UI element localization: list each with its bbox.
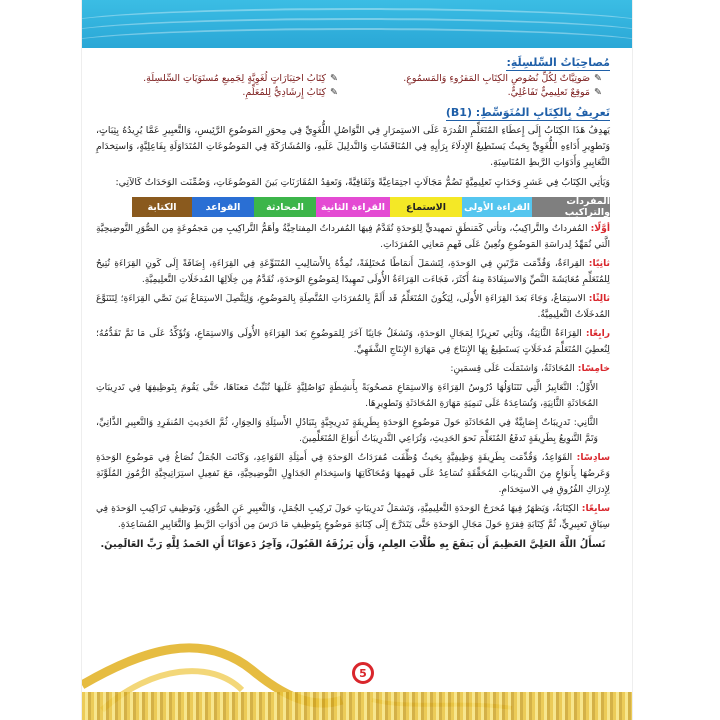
pen-marker-icon: ✎ [594,73,602,84]
intro-paragraph-2: وَيَأتِي الكِتَابُ فِي عَشرِ وَحَدَاتٍ تَعلِيمِيَّةٍ تَضُمُّ مَجَالَاتٍ اجتِمَاعِيَّةً وَثَقَافِيَّةً، وَتَعقِدُ المُقَارَنَاتِ بَينَ المَوضُوعَاتِ، وَضُمِّنَت الوَحَدَاتُ كَالآتِي: [115,177,610,188]
point-7: سابِعًا: الكِتَابَةُ، وَيَظهَرُ فِيهَا مُخرَجُ الوَحدَةِ التَّعلِيمِيَّةِ، وَتَشمَلُ تَدرِيبَاتٍ حَولَ تَركِيبِ الجُمَلِ، وَالتَّعبِيرِ عَنِ الصُّوَرِ، وَتَوظِيفِ تَرَاكِيبِ الوَحدَةِ فِي سِيَاقٍ تَعبِيرِيٍّ، ثُمَّ كِتَابَةِ فِقرَةٍ حَولَ مَجَالِ الوَحدَةِ حَتَّى يَتَدَرَّجَ إِلَى كِتَابَةِ مَوضُوعٍ بِتَوظِيفِ مَا دَرَسَ مِن أَدَوَاتِ الرَّبطِ وَالتَّعَابِيرِ المُسَاعِدَةِ. [96,503,611,530]
tab-vocabulary: المفردات والتراكيب [532,197,610,217]
series-item: ✎مَوقِعٌ تَعلِيمِيٌّ تَفَاعُلِيٌّ. [507,87,602,98]
tab-reading-two: القراءة الثانية [316,197,390,217]
sub-point-2: الثَّانِي: تَدرِيبَاتٌ إِصَابِيَّةٌ فِي المُحَادَثَةِ حَولَ مَوضُوعِ الوَحدَةِ بِطَرِيقَةٍ تَدرِيجِيَّةٍ بِتَبَادُلِ الأَسئِلَةِ وَالحِوَارِ، ثُمَّ الحَدِيثِ المُنفَرِدِ وَالتَّعبِيرِ الذَّاتِيِّ، وَتَمَّ التَّنوِيعُ بِطَرِيقَةٍ تَدفَعُ المُتَعَلِّمَ نَحوَ الحَدِيثِ، وَتُرَاعِي التَّدرِيبَاتُ أَنوَاعَ المُتَعَلِّمِينَ. [96,417,598,444]
pen-marker-icon: ✎ [594,87,602,98]
point-6: سادِسًا: القَوَاعِدُ، وَقُدِّمَت بِطَرِيقَةٍ وَظِيفِيَّةٍ بِحَيثُ وُظِّفَت مُفرَدَاتُ الوَحدَةِ فِي أَمثِلَةِ القَوَاعِدِ، وَكَانَت الجُمَلُ تُصَاغُ فِي مَوضُوعِ الوَحدَةِ وَعَرضُهَا بِأَنوَاعٍ مِنَ التَّدرِيبَاتِ المُحَقِّقَةِ تُسَاعِدُ عَلَى فَهمِهَا وَمُحَاكَاتِهَا وَاستِخدَامِ الجَدَاوِلِ التَّوضِيحِيَّةِ، مَعَ تَفعِيلِ استِرَاتِيجِيَّةِ الرُّمُوزِ المُلَوَّنَةِ لِإِدرَاكِ الفُرُوقِ فِي الاستِخدَامِ. [96,452,611,495]
unit-sections-bar [96,197,610,217]
page-number-badge: 5 [352,662,374,684]
point-1: أوَّلًا: المُفرداتُ والتَّراكِيبُ، وتأتي كَمَنطَقٍ تمهيديٍّ لِلوَحدَةِ تُقَدَّمُ فِيهَا المُفرداتُ المِفتاحِيَّةُ وأهَمُّ التَّراكِيبِ مِن مَجمُوعَةٍ مِن الصُّوَرِ التَّوضِيحِيَّةِ الَّتي تُمَهِّدُ لِدراسَةِ المَوضُوعِ وتُعِينُ عَلَى فَهمِ مَعانِي المُفرَدَاتِ. [96,223,611,250]
series-item: ✎صَوتِيَّاتٌ لِكُلِّ نُصُوصِ الكِتَابِ المَقرُوءِ وَالمَسمُوعِ. [403,73,602,84]
book-page [82,0,632,720]
tab-reading-one: القراءة الأولى [462,197,532,217]
header-banner [82,0,632,48]
point-5: خامِسًا: المُحَادَثَةُ، وَاشتَمَلَت عَلَى قِسمَينِ: [450,363,610,374]
tab-listening: الاستماع [390,197,462,217]
series-item: ✎كِتَابُ إِرشَادِيٌّ لِلمُعَلِّمِ. [242,87,338,98]
page-content [82,48,632,720]
series-item: ✎كِتَابُ اختِبَارَاتٍ لُغَوِيَّةٍ لِجَمِيعِ مُستَوَيَاتِ السِّلسِلَةِ. [143,73,338,84]
pen-marker-icon: ✎ [330,87,338,98]
point-4: رابِعًا: القِرَاءَةُ الثَّانِيَةُ، وَتَأتِي تَعزِيزًا لِمَجَالِ الوَحدَةِ، وَتَشغَلُ جَانِبًا آخَرَ لِلمَوضُوعِ بَعدَ القِرَاءَةِ الأُولَى وَالاستِمَاعِ، وَتُؤَكِّدُ عَلَى مَا تَمَّ تَقَدُّمُهُ؛ لِتُعطِيَ المُتَعَلِّمَ مُدخَلَاتٍ يَستَطِيعُ بِهَا الإِنتَاجَ فِي مَهَارَةِ الإِنتَاجِ الشَّفَهِيِّ. [96,328,611,355]
closing-prayer: نَسأَلُ اللَّهَ العَلِيَّ العَظِيمَ أَن يَنفَعَ بِهِ طُلَّابَ العِلمِ، وَأَن يَرزُقَهُ القَبُولَ، وَآخِرُ دَعوَانَا أَنِ الحَمدُ لِلَّهِ رَبِّ العَالَمِينَ. [100,539,606,550]
intro-paragraph: يَهدِفُ هَذَا الكِتَابُ إِلَى إِعطَاءِ المُتَعَلِّمِ القُدرَةَ عَلَى الاستِمرَارِ فِي التَّوَاصُلِ اللُّغَوِيِّ فِي مِحوَرِ المَوضُوعِ الرَّئِيسِ، وَالتَّعبِيرِ عَمَّا يُرِيدُهُ بِثِبَاتٍ، وَتَطوِيرِ أَدَاءِهِ اللُّغَوِيِّ بِحَيثُ يَستَطِيعُ الإِدلَاءَ بِرَأيِهِ فِي المُنَاقَشَاتِ وَالتَّدلِيلَ عَلَيهِ، وَالمُشَارَكَةَ فِي المَوضُوعَاتِ المُتَدَاوَلَةِ بِفَاعِلِيَّةٍ، وَاستِخدَامِ التَّعَابِيرِ وَأَدَوَاتِ الرَّبطِ المُنَاسِبَةِ. [96,125,610,168]
sub-point-1: الأَوَّلُ: التَّعَابِيرُ الَّتِي تَتَنَاوَلُهَا دُرُوسُ القِرَاءَةِ وَالاستِمَاعِ مَصحُوبَةً بِأَنشِطَةٍ تَوَاصُلِيَّةٍ عَلَيهَا تُثَبِّتُ مَعنَاهَا، حَتَّى يَقُومَ بِتَوظِيفِهَا فِي تَدرِيبَاتِ المُحَادَثَةِ الثَّانِيَةِ، وَتُسَاعِدَهُ عَلَى تَنمِيَةِ مَهَارَةِ المُحَادَثَةِ وَتَطوِيرِهَا. [96,382,598,409]
tab-conversation: المحادثة [254,197,316,217]
point-3: ثالِثًا: الاستِمَاعُ، وَجَاءَ بَعدَ القِرَاءَةِ الأُولَى، لِيَكُونَ المُتَعَلِّمُ قَد أَلَمَّ بِالمُفرَدَاتِ المُتَّصِلَةِ بِالمَوضُوعِ، وَلِيَتَّصِلَ الاستِمَاعُ بَينَ نَصَّي القِرَاءَةِ؛ لِتَتَنَوَّعَ المُدخَلَاتُ التَّعلِيمِيَّةُ. [96,293,610,320]
pen-marker-icon: ✎ [330,73,338,84]
tab-writing: الكتابة [132,197,192,217]
series-title: مُصاحِبَاتُ السِّلسِلَةِ: [506,56,610,69]
series-items [104,73,602,98]
gold-glitter-strip [82,692,632,720]
intro-title: تَعرِيفُ بِالكِتَابِ المُتَوَسِّطِ: (B1) [445,106,610,119]
point-2: ثانِيًا: القِراءَةُ، وَقُدِّمَت مَرَّتَينِ فِي الوَحدَةِ، لِتَشمَلَ أَنمَاطًا مُختَلِفَةً، تُمِدُّهُ بِالأَسَالِيبِ المُتَنَوِّعَةِ فِي القِرَاءَةِ، إِضَافَةً إِلَى كَونِ القِرَاءَةِ تُتِيحُ لِلمُتَعَلِّمِ مُعَايَشَةَ النَّصِّ وَالاستِفَادَةَ مِنهُ أَكثَرَ، فَجَاءَت القِرَاءَةُ الأُولَى تَمهِيدًا لِمَوضُوعِ الوَحدَةِ، تُقَدَّمُ مِن خِلَالِهَا المُدخَلَاتِ التَّعلِيمِيَّةِ. [96,258,611,285]
tab-grammar: القواعد [192,197,254,217]
